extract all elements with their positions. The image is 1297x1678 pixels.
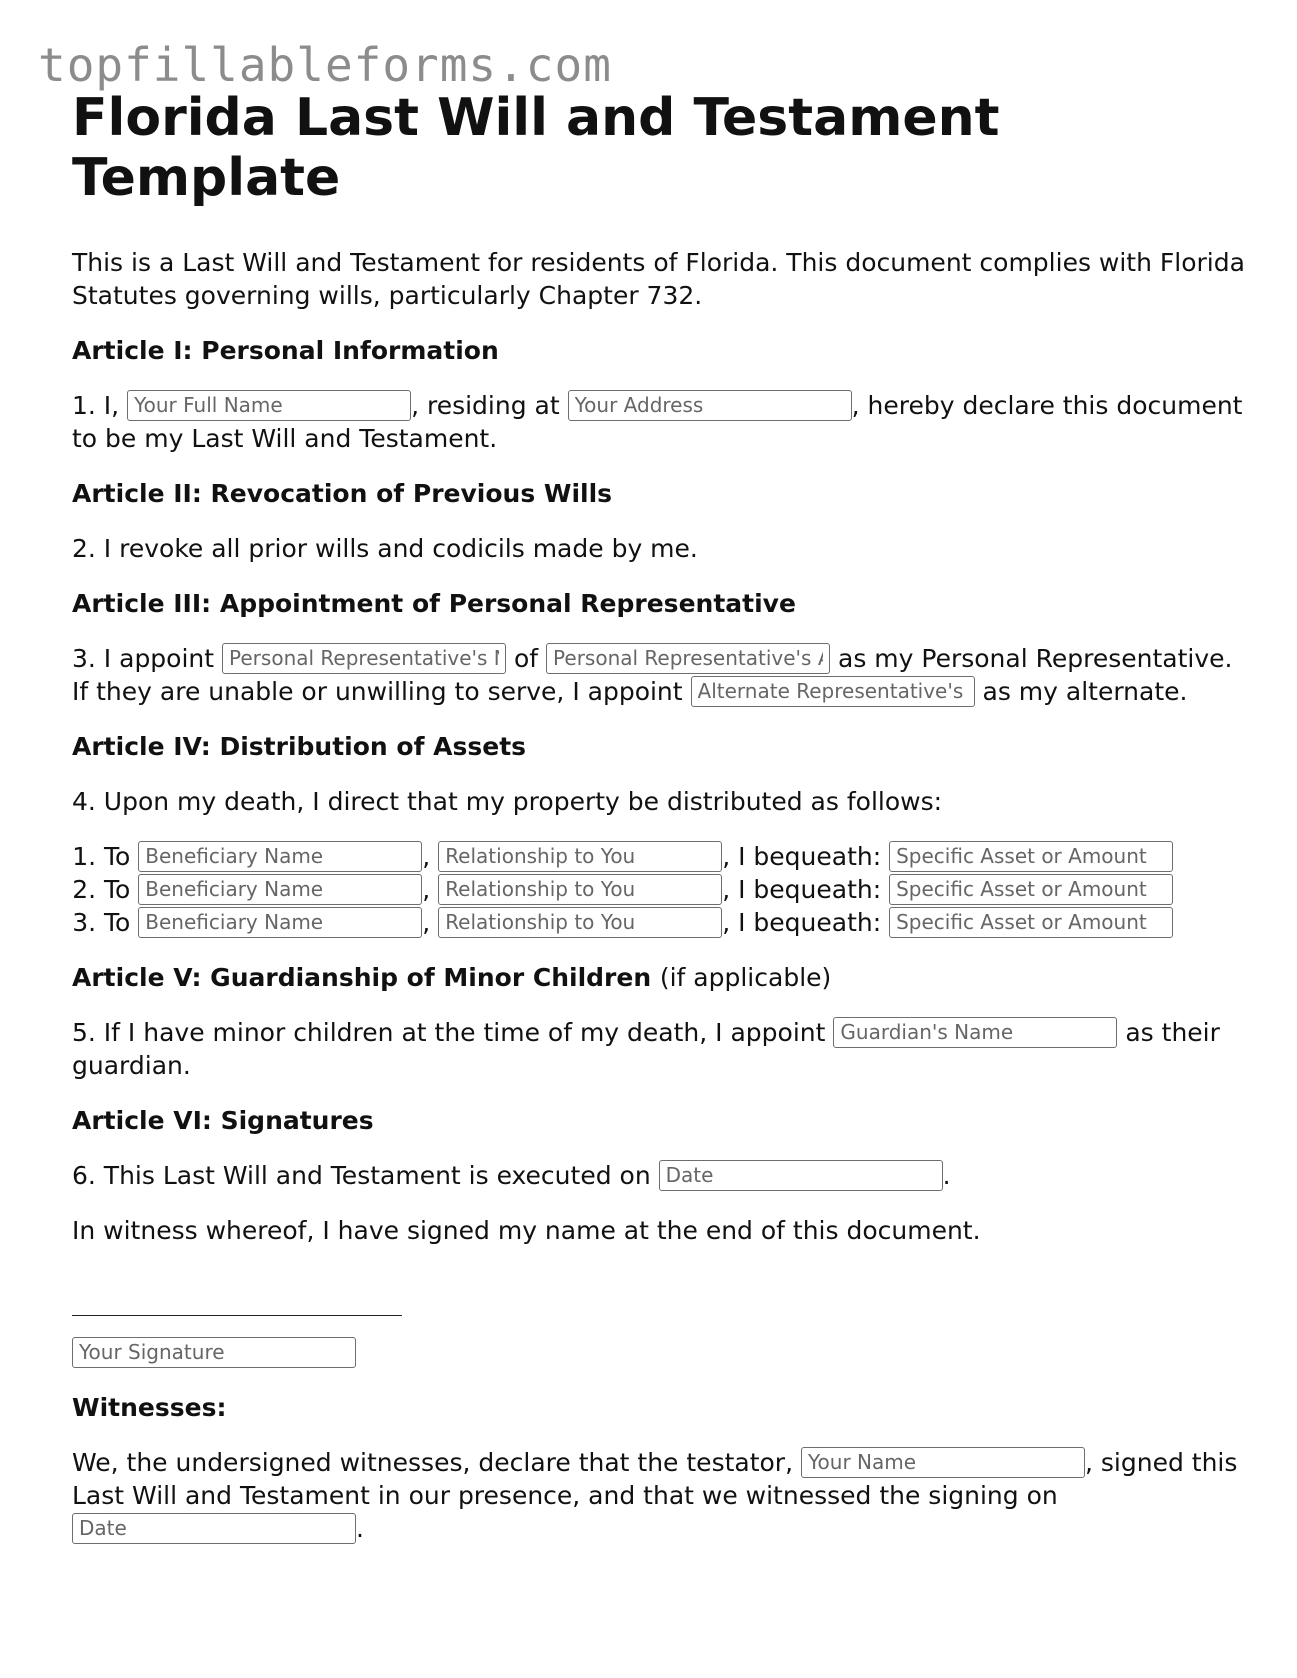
article-1-heading: Article I: Personal Information bbox=[72, 336, 499, 365]
relationship-input[interactable] bbox=[438, 874, 722, 905]
clause-1-suffix: , hereby declare this document to be my Last Will and Testament. bbox=[72, 391, 1243, 453]
clause-3-suffix: as my alternate. bbox=[982, 677, 1188, 706]
beneficiary-name-input[interactable] bbox=[138, 874, 422, 905]
will-document bbox=[72, 88, 1252, 1567]
representative-name-input[interactable] bbox=[222, 643, 506, 674]
guardian-name-input[interactable] bbox=[833, 1017, 1117, 1048]
witness-clause-mid: , signed this Last Will and Testament in our presence, and that we witnessed the signing on bbox=[72, 1448, 1238, 1510]
clause-3-of: of bbox=[513, 644, 539, 673]
asset-input[interactable] bbox=[889, 874, 1173, 905]
asset-input[interactable] bbox=[889, 841, 1173, 872]
clause-4: 4. Upon my death, I direct that my property be distributed as follows: bbox=[72, 787, 943, 816]
beneficiary-name-input[interactable] bbox=[138, 841, 422, 872]
clause-2: 2. I revoke all prior wills and codicils made by me. bbox=[72, 534, 698, 563]
watermark: topfillableforms.com bbox=[38, 38, 612, 92]
alternate-representative-input[interactable] bbox=[691, 676, 975, 707]
bequeath-label: , I bequeath: bbox=[722, 875, 882, 904]
witnesses-heading: Witnesses: bbox=[72, 1393, 227, 1422]
article-3-heading: Article III: Appointment of Personal Representative bbox=[72, 589, 796, 618]
clause-3 bbox=[72, 642, 1252, 708]
clause-3-prefix: 3. I appoint bbox=[72, 644, 215, 673]
intro-paragraph: This is a Last Will and Testament for residents of Florida. This document complies with Florida Statutes governing wills, particularly Chapter 732. bbox=[72, 248, 1245, 310]
bequest-prefix: To bbox=[104, 875, 131, 904]
signature-line bbox=[72, 1293, 402, 1316]
address-input[interactable] bbox=[568, 390, 852, 421]
execution-date-input[interactable] bbox=[659, 1160, 943, 1191]
clause-1-mid: , residing at bbox=[411, 391, 560, 420]
article-5-heading bbox=[72, 961, 1252, 994]
witness-clause-prefix: We, the undersigned witnesses, declare that the testator, bbox=[72, 1448, 794, 1477]
bequest-prefix: To bbox=[104, 842, 131, 871]
bequest-prefix: To bbox=[104, 908, 131, 937]
article-4-heading: Article IV: Distribution of Assets bbox=[72, 732, 527, 761]
bequeath-label: , I bequeath: bbox=[722, 842, 882, 871]
witness-statement: In witness whereof, I have signed my name at the end of this document. bbox=[72, 1216, 981, 1245]
bequest-item: 1. To Beneficiary Name , Relationship to You , I bequeath: Specific Asset or Amount bbox=[104, 840, 1252, 873]
full-name-input[interactable] bbox=[127, 390, 411, 421]
article-6-heading: Article VI: Signatures bbox=[72, 1106, 374, 1135]
clause-5-prefix: 5. If I have minor children at the time of my death, I appoint bbox=[72, 1018, 826, 1047]
bequest-item: 3. To Beneficiary Name , Relationship to You , I bequeath: Specific Asset or Amount bbox=[104, 906, 1252, 939]
signature-block bbox=[72, 1336, 1252, 1369]
clause-6 bbox=[72, 1159, 1252, 1192]
relationship-input[interactable] bbox=[438, 841, 722, 872]
clause-3-mid: as my Personal Representative. If they are unable or unwilling to serve, I appoint bbox=[72, 644, 1233, 706]
relationship-input[interactable] bbox=[438, 907, 722, 938]
article-5-title: Article V: Guardianship of Minor Children bbox=[72, 963, 652, 992]
clause-5-suffix: as their guardian. bbox=[72, 1018, 1220, 1080]
article-2-heading: Article II: Revocation of Previous Wills bbox=[72, 479, 613, 508]
asset-input[interactable] bbox=[889, 907, 1173, 938]
bequest-list bbox=[72, 840, 1252, 939]
witness-date-input[interactable] bbox=[72, 1513, 356, 1544]
witness-clause bbox=[72, 1446, 1252, 1545]
bequest-item: 2. To Beneficiary Name , Relationship to You , I bequeath: Specific Asset or Amount bbox=[104, 873, 1252, 906]
bequeath-label: , I bequeath: bbox=[722, 908, 882, 937]
clause-6-prefix: 6. This Last Will and Testament is executed on bbox=[72, 1161, 651, 1190]
testator-name-input[interactable] bbox=[801, 1447, 1085, 1478]
beneficiary-name-input[interactable] bbox=[138, 907, 422, 938]
clause-1-prefix: 1. I, bbox=[72, 391, 120, 420]
representative-address-input[interactable] bbox=[546, 643, 830, 674]
signature-input[interactable] bbox=[72, 1337, 356, 1368]
document-title: Florida Last Will and Testament Template bbox=[72, 88, 1000, 208]
article-5-note: (if applicable) bbox=[659, 963, 832, 992]
clause-5 bbox=[72, 1016, 1252, 1082]
clause-6-suffix: . bbox=[942, 1161, 951, 1190]
witness-clause-suffix: . bbox=[356, 1514, 364, 1543]
clause-1 bbox=[72, 389, 1252, 455]
